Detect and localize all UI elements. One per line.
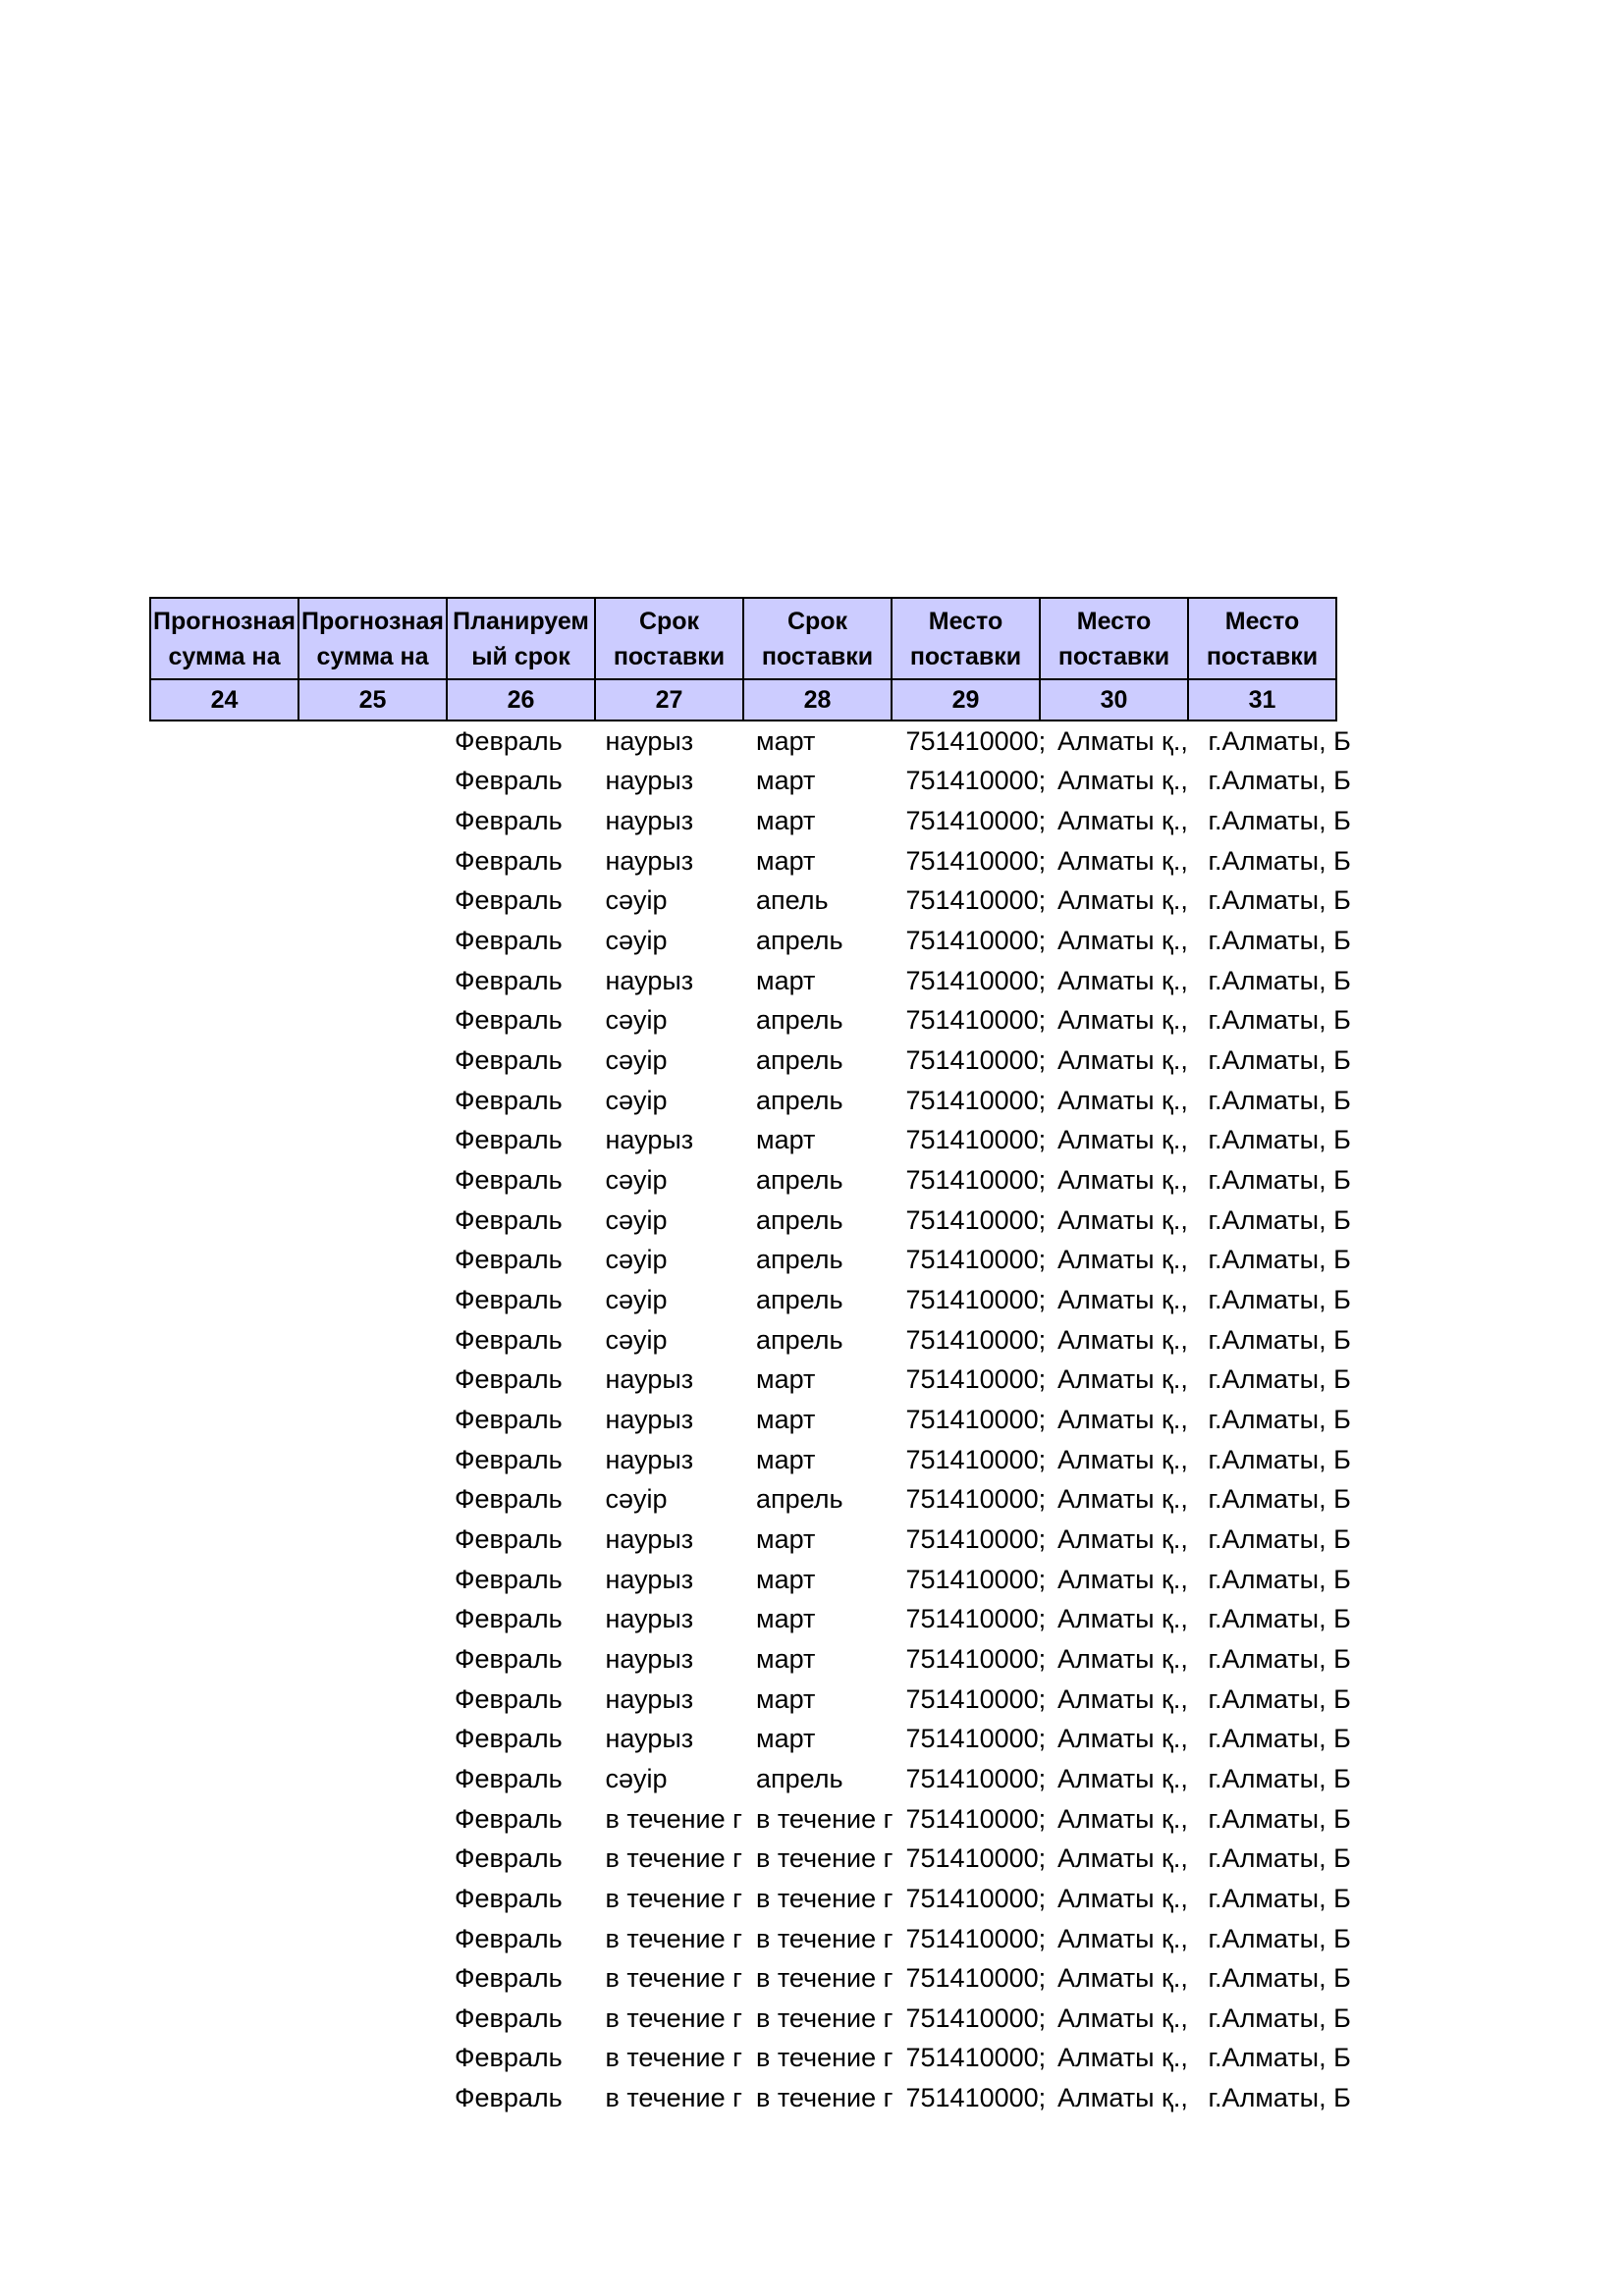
table-cell: г.Алматы, Б xyxy=(1208,806,1351,836)
table-cell: г.Алматы, Б xyxy=(1208,1165,1351,1196)
table-cell: Февраль xyxy=(455,1085,563,1115)
table-cell: наурыз xyxy=(605,1364,694,1395)
table-cell: Алматы қ., xyxy=(1057,1843,1188,1874)
table-cell: 751410000; xyxy=(905,1125,1047,1155)
table-cell: г.Алматы, Б xyxy=(1208,1085,1351,1115)
table-cell: Февраль xyxy=(455,2002,563,2033)
table-cell: г.Алматы, Б xyxy=(1208,1484,1351,1515)
table-cell: сәуір xyxy=(605,1484,668,1515)
table-cell: 751410000; xyxy=(905,2083,1047,2113)
table-cell: Алматы қ., xyxy=(1057,1564,1188,1594)
table-cell: Алматы қ., xyxy=(1057,1683,1188,1714)
table-cell: г.Алматы, Б xyxy=(1208,1683,1351,1714)
table-cell: г.Алматы, Б xyxy=(1208,1364,1351,1395)
table-cell: апрель xyxy=(756,1285,843,1315)
table-row xyxy=(149,762,1355,802)
table-cell: г.Алматы, Б xyxy=(1208,766,1351,796)
table-cell: сәуір xyxy=(605,885,668,916)
table-cell: 751410000; xyxy=(905,1404,1047,1434)
table-cell: Алматы қ., xyxy=(1057,1963,1188,1994)
table-row xyxy=(149,1081,1355,1121)
table-cell: Февраль xyxy=(455,965,563,995)
table-cell: 751410000; xyxy=(905,1963,1047,1994)
header-line: Срок xyxy=(786,607,848,635)
header-title-row xyxy=(150,598,1336,679)
table-cell: сәуір xyxy=(605,1045,668,1076)
table-cell: Февраль xyxy=(455,1923,563,1953)
table-cell: март xyxy=(756,725,816,756)
table-cell: апрель xyxy=(756,1763,843,1793)
table-cell: г.Алматы, Б xyxy=(1208,1643,1351,1674)
table-cell: апрель xyxy=(756,1005,843,1036)
table-cell: Алматы қ., xyxy=(1057,1204,1188,1235)
table-cell: Февраль xyxy=(455,1404,563,1434)
table-cell: март xyxy=(756,1724,816,1754)
table-cell: Февраль xyxy=(455,1245,563,1275)
table-cell: г.Алматы, Б xyxy=(1208,965,1351,995)
table-cell: г.Алматы, Б xyxy=(1208,1245,1351,1275)
table-cell: Алматы қ., xyxy=(1057,885,1188,916)
table-row xyxy=(149,1560,1355,1600)
table-cell: Алматы қ., xyxy=(1057,766,1188,796)
table-cell: апрель xyxy=(756,1324,843,1355)
table-cell: 751410000; xyxy=(905,806,1047,836)
table-row xyxy=(149,881,1355,922)
table-cell: г.Алматы, Б xyxy=(1208,1604,1351,1634)
header-cell-25 xyxy=(298,598,447,679)
table-row xyxy=(149,1919,1355,1959)
table-row xyxy=(149,1320,1355,1361)
table-cell: 751410000; xyxy=(905,1204,1047,1235)
table-row xyxy=(149,1201,1355,1241)
header-line: сумма на xyxy=(316,642,429,670)
table-cell: наурыз xyxy=(605,1125,694,1155)
table-cell: г.Алматы, Б xyxy=(1208,1963,1351,1994)
table-cell: апрель xyxy=(756,1204,843,1235)
table-cell: Февраль xyxy=(455,1843,563,1874)
table-cell: г.Алматы, Б xyxy=(1208,2083,1351,2113)
table-cell: 751410000; xyxy=(905,1883,1047,1913)
header-cell-31 xyxy=(1188,598,1336,679)
table-cell: Алматы қ., xyxy=(1057,1724,1188,1754)
column-number: 25 xyxy=(298,679,447,721)
table-cell: наурыз xyxy=(605,1444,694,1474)
table-cell: Алматы қ., xyxy=(1057,1324,1188,1355)
table-cell: сәуір xyxy=(605,1204,668,1235)
header-line: Место xyxy=(1224,607,1300,635)
header-line: ый срок xyxy=(471,642,570,670)
table-cell: г.Алматы, Б xyxy=(1208,1444,1351,1474)
header-line: поставки xyxy=(909,642,1022,670)
table-cell: сәуір xyxy=(605,926,668,956)
table-row xyxy=(149,721,1355,762)
table-cell: Алматы қ., xyxy=(1057,1045,1188,1076)
table-cell: 751410000; xyxy=(905,1324,1047,1355)
table-cell: в течение г xyxy=(756,1883,893,1913)
table-row xyxy=(149,1400,1355,1440)
table-cell: 751410000; xyxy=(905,1085,1047,1115)
table-cell: сәуір xyxy=(605,1165,668,1196)
table-cell: Февраль xyxy=(455,1204,563,1235)
table-cell: наурыз xyxy=(605,1604,694,1634)
table-cell: г.Алматы, Б xyxy=(1208,1564,1351,1594)
table-cell: г.Алматы, Б xyxy=(1208,1404,1351,1434)
table-cell: г.Алматы, Б xyxy=(1208,1763,1351,1793)
table-row xyxy=(149,1520,1355,1560)
table-cell: в течение г xyxy=(605,1963,742,1994)
table-cell: г.Алматы, Б xyxy=(1208,1724,1351,1754)
table-cell: Февраль xyxy=(455,1963,563,1994)
table-cell: 751410000; xyxy=(905,725,1047,756)
table-cell: в течение г xyxy=(756,2043,893,2073)
column-number: 31 xyxy=(1188,679,1336,721)
table-cell: в течение г xyxy=(756,2083,893,2113)
table-row xyxy=(149,1680,1355,1720)
table-cell: г.Алматы, Б xyxy=(1208,1285,1351,1315)
table-cell: Алматы қ., xyxy=(1057,2002,1188,2033)
table-cell: Алматы қ., xyxy=(1057,2083,1188,2113)
table-cell: 751410000; xyxy=(905,2043,1047,2073)
table-cell: март xyxy=(756,845,816,876)
table-cell: г.Алматы, Б xyxy=(1208,1125,1351,1155)
table-cell: март xyxy=(756,766,816,796)
table-cell: Алматы қ., xyxy=(1057,1523,1188,1554)
table-cell: Февраль xyxy=(455,1643,563,1674)
table-cell: г.Алматы, Б xyxy=(1208,1883,1351,1913)
table-body xyxy=(149,721,1355,2118)
header-line: поставки xyxy=(761,642,874,670)
table-cell: в течение г xyxy=(605,2043,742,2073)
table-cell: апрель xyxy=(756,1245,843,1275)
table-cell: март xyxy=(756,1444,816,1474)
table-cell: г.Алматы, Б xyxy=(1208,1045,1351,1076)
table-cell: Февраль xyxy=(455,926,563,956)
header-cell-24 xyxy=(150,598,298,679)
table-cell: 751410000; xyxy=(905,1683,1047,1714)
table-cell: Алматы қ., xyxy=(1057,1285,1188,1315)
table-cell: Февраль xyxy=(455,1005,563,1036)
table-cell: 751410000; xyxy=(905,1604,1047,1634)
table-row xyxy=(149,2039,1355,2079)
table-row xyxy=(149,1879,1355,1919)
header-cell-26 xyxy=(447,598,595,679)
table-row xyxy=(149,1041,1355,1081)
table-cell: в течение г xyxy=(605,1803,742,1834)
table-cell: г.Алматы, Б xyxy=(1208,885,1351,916)
table-cell: 751410000; xyxy=(905,845,1047,876)
table-cell: март xyxy=(756,965,816,995)
table-cell: Алматы қ., xyxy=(1057,1883,1188,1913)
table-cell: наурыз xyxy=(605,1643,694,1674)
table-cell: Февраль xyxy=(455,1564,563,1594)
table-cell: Февраль xyxy=(455,1683,563,1714)
header-cell-30 xyxy=(1040,598,1188,679)
table-cell: сәуір xyxy=(605,1005,668,1036)
table-header xyxy=(149,597,1337,721)
table-cell: март xyxy=(756,1643,816,1674)
table-row xyxy=(149,1599,1355,1639)
table-cell: 751410000; xyxy=(905,1005,1047,1036)
table-cell: в течение г xyxy=(756,1963,893,1994)
table-cell: Февраль xyxy=(455,1364,563,1395)
header-line: Планируем xyxy=(453,607,589,635)
table-cell: г.Алматы, Б xyxy=(1208,926,1351,956)
table-cell: г.Алматы, Б xyxy=(1208,2002,1351,2033)
table-cell: наурыз xyxy=(605,806,694,836)
table-cell: Алматы қ., xyxy=(1057,1404,1188,1434)
table-cell: Алматы қ., xyxy=(1057,1643,1188,1674)
table-cell: наурыз xyxy=(605,1683,694,1714)
table-cell: Февраль xyxy=(455,1045,563,1076)
table-cell: Февраль xyxy=(455,845,563,876)
table-cell: Алматы қ., xyxy=(1057,845,1188,876)
table-cell: 751410000; xyxy=(905,1444,1047,1474)
column-number: 27 xyxy=(595,679,743,721)
spreadsheet-page xyxy=(149,597,1351,2113)
table-cell: Алматы қ., xyxy=(1057,1005,1188,1036)
table-row xyxy=(149,1121,1355,1161)
table-cell: 751410000; xyxy=(905,965,1047,995)
table-cell: Алматы қ., xyxy=(1057,1803,1188,1834)
table-row xyxy=(149,1001,1355,1041)
header-line: Срок xyxy=(638,607,700,635)
table-cell: Февраль xyxy=(455,1604,563,1634)
table-cell: г.Алматы, Б xyxy=(1208,1843,1351,1874)
table-cell: Февраль xyxy=(455,806,563,836)
table-cell: Февраль xyxy=(455,1763,563,1793)
table-cell: 751410000; xyxy=(905,1045,1047,1076)
table-row xyxy=(149,1799,1355,1840)
table-cell: 751410000; xyxy=(905,1564,1047,1594)
table-cell: Алматы қ., xyxy=(1057,1364,1188,1395)
table-cell: сәуір xyxy=(605,1285,668,1315)
table-cell: 751410000; xyxy=(905,1724,1047,1754)
table-row xyxy=(149,1839,1355,1879)
table-cell: Алматы қ., xyxy=(1057,965,1188,995)
table-cell: Февраль xyxy=(455,1444,563,1474)
table-row xyxy=(149,2078,1355,2118)
table-cell: г.Алматы, Б xyxy=(1208,2043,1351,2073)
table-row xyxy=(149,961,1355,1001)
table-cell: март xyxy=(756,1564,816,1594)
table-cell: март xyxy=(756,1604,816,1634)
table-cell: в течение г xyxy=(605,2083,742,2113)
table-cell: наурыз xyxy=(605,845,694,876)
table-cell: март xyxy=(756,1364,816,1395)
table-cell: 751410000; xyxy=(905,2002,1047,2033)
table-cell: Февраль xyxy=(455,1523,563,1554)
header-cell-29 xyxy=(892,598,1040,679)
header-line: поставки xyxy=(1206,642,1319,670)
table-row xyxy=(149,1719,1355,1759)
table-cell: сәуір xyxy=(605,1763,668,1793)
table-cell: сәуір xyxy=(605,1245,668,1275)
table-row xyxy=(149,841,1355,881)
table-row xyxy=(149,1241,1355,1281)
header-line: поставки xyxy=(1057,642,1170,670)
table-cell: Февраль xyxy=(455,1165,563,1196)
table-row xyxy=(149,1361,1355,1401)
table-cell: апрель xyxy=(756,926,843,956)
table-cell: в течение г xyxy=(756,1843,893,1874)
table-row xyxy=(149,1999,1355,2039)
column-number: 26 xyxy=(447,679,595,721)
header-line: сумма на xyxy=(168,642,281,670)
table-cell: г.Алматы, Б xyxy=(1208,1005,1351,1036)
header-line: Прогнозная xyxy=(301,607,444,635)
table-cell: 751410000; xyxy=(905,1923,1047,1953)
column-number: 24 xyxy=(150,679,298,721)
table-cell: Февраль xyxy=(455,1724,563,1754)
table-cell: Алматы қ., xyxy=(1057,2043,1188,2073)
table-cell: Алматы қ., xyxy=(1057,1085,1188,1115)
table-cell: Алматы қ., xyxy=(1057,1923,1188,1953)
table-cell: 751410000; xyxy=(905,1643,1047,1674)
table-cell: 751410000; xyxy=(905,1803,1047,1834)
table-cell: г.Алматы, Б xyxy=(1208,1923,1351,1953)
table-cell: г.Алматы, Б xyxy=(1208,1803,1351,1834)
table-cell: Алматы қ., xyxy=(1057,1125,1188,1155)
table-cell: Февраль xyxy=(455,725,563,756)
table-cell: 751410000; xyxy=(905,1763,1047,1793)
header-line: Место xyxy=(1076,607,1152,635)
table-cell: Февраль xyxy=(455,1803,563,1834)
table-cell: 751410000; xyxy=(905,1364,1047,1395)
table-cell: г.Алматы, Б xyxy=(1208,725,1351,756)
table-cell: март xyxy=(756,806,816,836)
table-cell: в течение г xyxy=(605,2002,742,2033)
table-cell: Февраль xyxy=(455,2043,563,2073)
table-cell: наурыз xyxy=(605,1564,694,1594)
table-cell: апрель xyxy=(756,1165,843,1196)
table-row xyxy=(149,1958,1355,1999)
table-row xyxy=(149,1639,1355,1680)
table-cell: в течение г xyxy=(605,1923,742,1953)
table-cell: Февраль xyxy=(455,1125,563,1155)
table-cell: март xyxy=(756,1683,816,1714)
table-cell: наурыз xyxy=(605,965,694,995)
table-cell: Февраль xyxy=(455,1883,563,1913)
table-cell: Февраль xyxy=(455,766,563,796)
table-cell: сәуір xyxy=(605,1085,668,1115)
table-cell: 751410000; xyxy=(905,1484,1047,1515)
table-cell: г.Алматы, Б xyxy=(1208,1204,1351,1235)
table-cell: Февраль xyxy=(455,1285,563,1315)
table-row xyxy=(149,1759,1355,1799)
table-row xyxy=(149,1479,1355,1520)
table-cell: в течение г xyxy=(756,1923,893,1953)
table-cell: апель xyxy=(756,885,829,916)
table-row xyxy=(149,801,1355,841)
table-cell: в течение г xyxy=(756,2002,893,2033)
table-cell: Февраль xyxy=(455,885,563,916)
table-row xyxy=(149,1280,1355,1320)
table-cell: в течение г xyxy=(605,1843,742,1874)
table-cell: Алматы қ., xyxy=(1057,1604,1188,1634)
table-cell: Алматы қ., xyxy=(1057,725,1188,756)
table-cell: Алматы қ., xyxy=(1057,1444,1188,1474)
header-line: Прогнозная xyxy=(153,607,296,635)
table-cell: Алматы қ., xyxy=(1057,1165,1188,1196)
table-cell: г.Алматы, Б xyxy=(1208,1324,1351,1355)
table-row xyxy=(149,1440,1355,1480)
header-line: поставки xyxy=(613,642,726,670)
column-number: 30 xyxy=(1040,679,1188,721)
table-cell: г.Алматы, Б xyxy=(1208,845,1351,876)
table-cell: наурыз xyxy=(605,766,694,796)
table-cell: наурыз xyxy=(605,1724,694,1754)
header-cell-28 xyxy=(743,598,892,679)
table-cell: 751410000; xyxy=(905,1843,1047,1874)
header-line: Место xyxy=(928,607,1003,635)
header-cell-27 xyxy=(595,598,743,679)
table-cell: 751410000; xyxy=(905,766,1047,796)
table-cell: 751410000; xyxy=(905,1165,1047,1196)
column-number: 29 xyxy=(892,679,1040,721)
table-row xyxy=(149,1160,1355,1201)
table-cell: Алматы қ., xyxy=(1057,1245,1188,1275)
table-cell: Алматы қ., xyxy=(1057,926,1188,956)
table-cell: 751410000; xyxy=(905,885,1047,916)
table-cell: в течение г xyxy=(605,1883,742,1913)
table-cell: март xyxy=(756,1523,816,1554)
table-cell: март xyxy=(756,1404,816,1434)
table-row xyxy=(149,921,1355,961)
table-cell: наурыз xyxy=(605,725,694,756)
table-cell: 751410000; xyxy=(905,1285,1047,1315)
table-cell: апрель xyxy=(756,1484,843,1515)
table-cell: Алматы қ., xyxy=(1057,1763,1188,1793)
table-cell: наурыз xyxy=(605,1523,694,1554)
table-cell: Алматы қ., xyxy=(1057,1484,1188,1515)
header-number-row xyxy=(150,679,1336,721)
table-cell: 751410000; xyxy=(905,1523,1047,1554)
table-cell: Февраль xyxy=(455,1484,563,1515)
table-cell: апрель xyxy=(756,1085,843,1115)
table-cell: наурыз xyxy=(605,1404,694,1434)
table-cell: апрель xyxy=(756,1045,843,1076)
table-cell: Алматы қ., xyxy=(1057,806,1188,836)
table-cell: сәуір xyxy=(605,1324,668,1355)
table-cell: в течение г xyxy=(756,1803,893,1834)
table-cell: Февраль xyxy=(455,2083,563,2113)
table-cell: 751410000; xyxy=(905,926,1047,956)
table-cell: Февраль xyxy=(455,1324,563,1355)
table-cell: март xyxy=(756,1125,816,1155)
column-number: 28 xyxy=(743,679,892,721)
table-cell: г.Алматы, Б xyxy=(1208,1523,1351,1554)
table-cell: 751410000; xyxy=(905,1245,1047,1275)
